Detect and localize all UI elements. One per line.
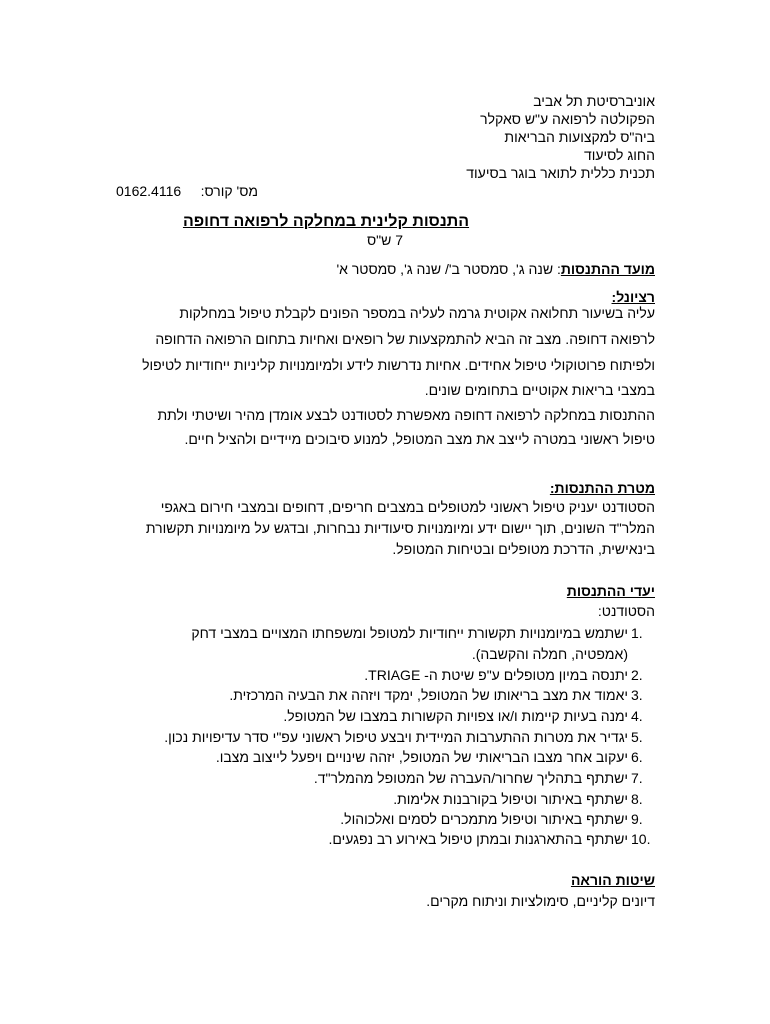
list-item: יגדיר את מטרות ההתערבות המיידית ויבצע טיפול ראשוני עפ"י סדר עדיפויות נכון. [164,729,628,745]
rationale-heading: רציונל: [611,289,655,305]
list-item: ישתמש במיומנויות תקשורת ייחודיות למטופל ומשפחתו המצויים במצבי דחק [191,625,628,641]
course-number-label: מס' קורס: [200,183,258,199]
objectives-intro: הסטודנט: [597,603,655,619]
rationale-line: ולפיתוח פרוטוקולי טיפול אחידים. אחיות נדרשות לידע ולמיומנויות קליניות ייחודיות לטיפול [142,357,655,373]
list-item-number: 10. [631,831,651,847]
university-name: אוניברסיטת תל אביב [533,93,655,109]
list-item-number: 3. [631,687,643,703]
list-item-number: 4. [631,708,643,724]
methods-heading: שיטות הוראה [570,872,655,888]
list-item: ימנה בעיות קיימות ו/או צפויות הקשורות במצבו של המטופל. [283,708,628,724]
objectives-heading: יעדי ההתנסות [566,583,655,599]
school-name: ביה"ס למקצועות הבריאות [504,129,655,145]
list-item-number: 1. [631,625,643,641]
rationale-line: ההתנסות במחלקה לרפואה דחופה מאפשרת לסטודנט לבצע אומדן מהיר ושיטתי ולתת [157,407,655,423]
faculty-name: הפקולטה לרפואה ע"ש סאקלר [480,111,655,127]
timing-label: מועד ההתנסות [560,261,655,277]
list-item-number: 6. [631,749,643,765]
document-title: התנסות קלינית במחלקה לרפואה דחופה [182,213,470,230]
list-item: ישתתף באיתור וטיפול בקורבנות אלימות. [393,791,628,807]
list-item: ישתתף בתהליך שחרור/העברה של המטופל מהמלר"ד. [313,770,628,786]
rationale-line: במצבי בריאות אקוטיים בתחומים שונים. [424,382,655,398]
list-item-number: 5. [631,729,643,745]
rationale-line: עליה בשיעור תחלואה אקוטית גרמה לעליה במספר הפונים לקבלת טיפול במחלקות [179,305,655,321]
goal-line: הסטודנט יעניק טיפול ראשוני למטופלים במצבים חריפים, דחופים ובמצבי חירום באגפי [160,499,655,515]
list-item: ישתתף בהתארגנות ובמתן טיפול באירוע רב נפגעים. [328,831,628,847]
list-item: יתנסה במיון מטופלים ע"פ שיטת ה- TRIAGE. [364,667,628,683]
list-item-continuation: (אמפטיה, חמלה והקשבה). [471,646,628,662]
list-item: ישתתף באיתור וטיפול מתמכרים לסמים ואלכוהול. [340,811,628,827]
goal-line: בינאישית, הדרכת מטופלים ובטיחות המטופל. [392,541,655,557]
program-name: תכנית כללית לתואר בוגר בסיעוד [466,165,655,181]
rationale-line: טיפול ראשוני במטרה לייצב את מצב המטופל, למנוע סיבוכים מיידיים ולהציל חיים. [184,431,655,447]
goal-heading: מטרת ההתנסות: [549,480,655,496]
department-name: החוג לסיעוד [583,147,655,163]
goal-line: המלר"ד השונים, תוך יישום ידע ומיומנויות סיעודיות נבחרות, ובדגש על מיומנויות תקשורת [145,520,655,536]
credit-hours: 7 ש"ס [366,232,404,248]
rationale-line: לרפואה דחופה. מצב זה הביא להתמקצעות של רופאים ואחיות בתחום הרפואה הדחופה [155,331,655,347]
list-item-number: 7. [631,770,643,786]
list-item: יאמוד את מצב בריאותו של המטופל, ימקד ויזהה את הבעיה המרכזית. [229,687,628,703]
list-item-number: 2. [631,667,643,683]
list-item: יעקוב אחר מצבו הבריאותי של המטופל, יזהה שינויים ויפעל לייצוב מצבו. [215,749,628,765]
methods-text: דיונים קליניים, סימולציות וניתוח מקרים. [426,893,655,909]
list-item-number: 8. [631,791,643,807]
course-number: 0162.4116 [116,183,182,199]
timing-line [336,262,655,276]
list-item-number: 9. [631,811,643,827]
timing-value: : שנה ג', סמסטר ב'/ שנה ג', סמסטר א' [336,261,561,277]
